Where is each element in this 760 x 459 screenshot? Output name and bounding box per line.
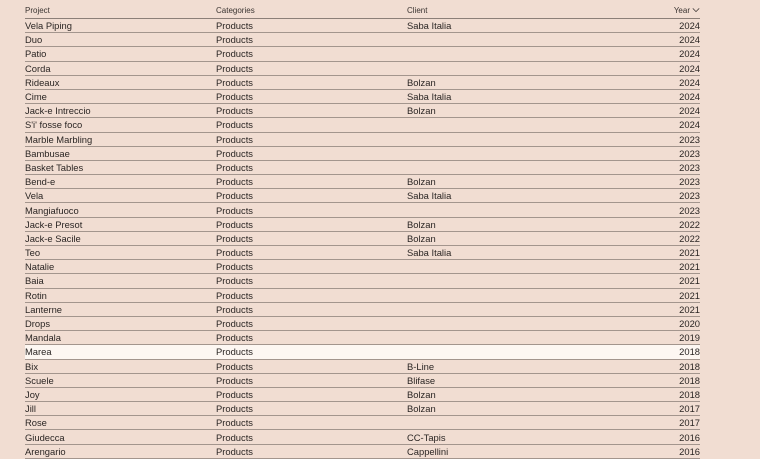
row-category: Products xyxy=(216,48,253,60)
row-project: Basket Tables xyxy=(25,161,84,173)
row-project: Rotin xyxy=(25,289,47,301)
row-client: Blifase xyxy=(407,374,436,386)
row-project: Teo xyxy=(25,247,41,259)
row-year: 2022 xyxy=(679,218,700,230)
table-row[interactable] xyxy=(25,104,700,118)
row-category: Products xyxy=(216,318,253,330)
row-category: Products xyxy=(216,431,253,443)
row-category: Products xyxy=(216,204,253,216)
row-project: Cime xyxy=(25,91,47,103)
column-header-project[interactable]: Project xyxy=(25,5,50,15)
row-category: Products xyxy=(216,403,253,415)
table-row[interactable] xyxy=(25,416,700,430)
row-category: Products xyxy=(216,133,253,145)
table-row[interactable] xyxy=(25,274,700,288)
table-row[interactable] xyxy=(25,133,700,147)
table-row[interactable] xyxy=(25,175,700,189)
table-row[interactable] xyxy=(25,246,700,260)
row-year: 2018 xyxy=(679,360,700,372)
row-project: Corda xyxy=(25,62,51,74)
row-year: 2016 xyxy=(679,431,700,443)
table-header xyxy=(25,0,700,19)
row-year: 2020 xyxy=(679,318,700,330)
row-year: 2024 xyxy=(679,119,700,131)
row-project: Bend-e xyxy=(25,176,56,188)
row-project: Joy xyxy=(25,388,40,400)
row-project: Bambusae xyxy=(25,147,70,159)
row-client: Cappellini xyxy=(407,445,449,457)
row-project: Rose xyxy=(25,417,47,429)
table-row[interactable] xyxy=(25,47,700,61)
table-row[interactable] xyxy=(25,331,700,345)
row-year: 2023 xyxy=(679,176,700,188)
table-row[interactable] xyxy=(25,147,700,161)
row-project: Vela xyxy=(25,190,44,202)
row-project: Marea xyxy=(25,346,52,358)
table-row[interactable] xyxy=(25,203,700,217)
row-category: Products xyxy=(216,62,253,74)
row-year: 2021 xyxy=(679,261,700,273)
row-category: Products xyxy=(216,417,253,429)
row-project: Natalie xyxy=(25,261,55,273)
row-year: 2018 xyxy=(679,346,700,358)
row-category: Products xyxy=(216,232,253,244)
year-sort-control[interactable] xyxy=(640,6,700,15)
row-client: Saba Italia xyxy=(407,20,452,32)
row-project: Duo xyxy=(25,34,43,46)
row-client: Bolzan xyxy=(407,76,436,88)
row-client: Bolzan xyxy=(407,232,436,244)
row-project: Lanterne xyxy=(25,303,63,315)
column-header-year[interactable] xyxy=(640,6,700,15)
row-year: 2023 xyxy=(679,161,700,173)
row-year: 2024 xyxy=(679,91,700,103)
row-project: Jack-e Presot xyxy=(25,218,83,230)
row-project: S'i' fosse foco xyxy=(25,119,83,131)
row-category: Products xyxy=(216,374,253,386)
row-year: 2022 xyxy=(679,232,700,244)
table-row[interactable] xyxy=(25,360,700,374)
table-row[interactable] xyxy=(25,118,700,132)
table-row[interactable] xyxy=(25,218,700,232)
table-row[interactable] xyxy=(25,33,700,47)
table-row[interactable] xyxy=(25,90,700,104)
table-row[interactable] xyxy=(25,374,700,388)
row-year: 2023 xyxy=(679,190,700,202)
row-category: Products xyxy=(216,360,253,372)
row-project: Jill xyxy=(25,403,36,415)
row-year: 2021 xyxy=(679,303,700,315)
row-client: Saba Italia xyxy=(407,190,452,202)
row-project: Giudecca xyxy=(25,431,65,443)
row-category: Products xyxy=(216,147,253,159)
row-client: Saba Italia xyxy=(407,247,452,259)
table-row[interactable] xyxy=(25,189,700,203)
row-project: Vela Piping xyxy=(25,20,72,32)
column-header-year-label: Year xyxy=(673,5,690,15)
row-project: Patio xyxy=(25,48,47,60)
row-category: Products xyxy=(216,161,253,173)
row-project: Jack-e Intreccio xyxy=(25,105,91,117)
row-category: Products xyxy=(216,346,253,358)
table-row[interactable] xyxy=(25,303,700,317)
row-category: Products xyxy=(216,190,253,202)
row-category: Products xyxy=(216,261,253,273)
row-category: Products xyxy=(216,105,253,117)
row-year: 2024 xyxy=(679,34,700,46)
table-row[interactable] xyxy=(25,388,700,402)
row-year: 2024 xyxy=(679,48,700,60)
row-client: Bolzan xyxy=(407,388,436,400)
table-row[interactable] xyxy=(25,232,700,246)
row-client: Bolzan xyxy=(407,105,436,117)
row-year: 2019 xyxy=(679,332,700,344)
table-body xyxy=(25,19,700,459)
row-category: Products xyxy=(216,34,253,46)
row-category: Products xyxy=(216,332,253,344)
row-project: Drops xyxy=(25,318,51,330)
projects-table xyxy=(25,0,700,459)
row-year: 2024 xyxy=(679,62,700,74)
row-year: 2017 xyxy=(679,403,700,415)
row-category: Products xyxy=(216,119,253,131)
row-project: Mandala xyxy=(25,332,61,344)
column-header-client[interactable]: Client xyxy=(407,5,428,15)
row-client: Bolzan xyxy=(407,218,436,230)
row-year: 2018 xyxy=(679,388,700,400)
table-row[interactable] xyxy=(25,430,700,444)
row-category: Products xyxy=(216,388,253,400)
row-client: Bolzan xyxy=(407,403,436,415)
table-row[interactable] xyxy=(25,161,700,175)
row-client: CC-Tapis xyxy=(407,431,446,443)
row-client: Bolzan xyxy=(407,176,436,188)
table-row[interactable] xyxy=(25,76,700,90)
table-row[interactable] xyxy=(25,260,700,274)
row-year: 2024 xyxy=(679,105,700,117)
row-year: 2024 xyxy=(679,76,700,88)
row-category: Products xyxy=(216,91,253,103)
table-row[interactable] xyxy=(25,62,700,76)
table-row[interactable] xyxy=(25,445,700,459)
row-category: Products xyxy=(216,275,253,287)
table-row[interactable] xyxy=(25,317,700,331)
row-category: Products xyxy=(216,247,253,259)
table-row[interactable] xyxy=(25,289,700,303)
row-year: 2023 xyxy=(679,133,700,145)
table-row[interactable] xyxy=(25,345,700,359)
chevron-down-icon xyxy=(692,6,700,14)
row-year: 2024 xyxy=(679,20,700,32)
row-category: Products xyxy=(216,20,253,32)
row-client: B-Line xyxy=(407,360,435,372)
row-year: 2023 xyxy=(679,204,700,216)
row-year: 2017 xyxy=(679,417,700,429)
row-category: Products xyxy=(216,289,253,301)
row-category: Products xyxy=(216,218,253,230)
row-year: 2021 xyxy=(679,247,700,259)
row-year: 2021 xyxy=(679,289,700,301)
table-row[interactable] xyxy=(25,19,700,33)
row-project: Jack-e Sacile xyxy=(25,232,81,244)
row-client: Saba Italia xyxy=(407,91,452,103)
row-category: Products xyxy=(216,176,253,188)
row-category: Products xyxy=(216,303,253,315)
row-project: Scuele xyxy=(25,374,54,386)
row-project: Bix xyxy=(25,360,39,372)
row-project: Baia xyxy=(25,275,44,287)
row-project: Arengario xyxy=(25,445,66,457)
row-year: 2023 xyxy=(679,147,700,159)
row-year: 2018 xyxy=(679,374,700,386)
row-project: Rideaux xyxy=(25,76,60,88)
row-project: Marble Marbling xyxy=(25,133,93,145)
row-category: Products xyxy=(216,445,253,457)
column-header-categories[interactable]: Categories xyxy=(216,5,255,15)
row-year: 2016 xyxy=(679,445,700,457)
row-category: Products xyxy=(216,76,253,88)
table-row[interactable] xyxy=(25,402,700,416)
row-project: Mangiafuoco xyxy=(25,204,79,216)
row-year: 2021 xyxy=(679,275,700,287)
